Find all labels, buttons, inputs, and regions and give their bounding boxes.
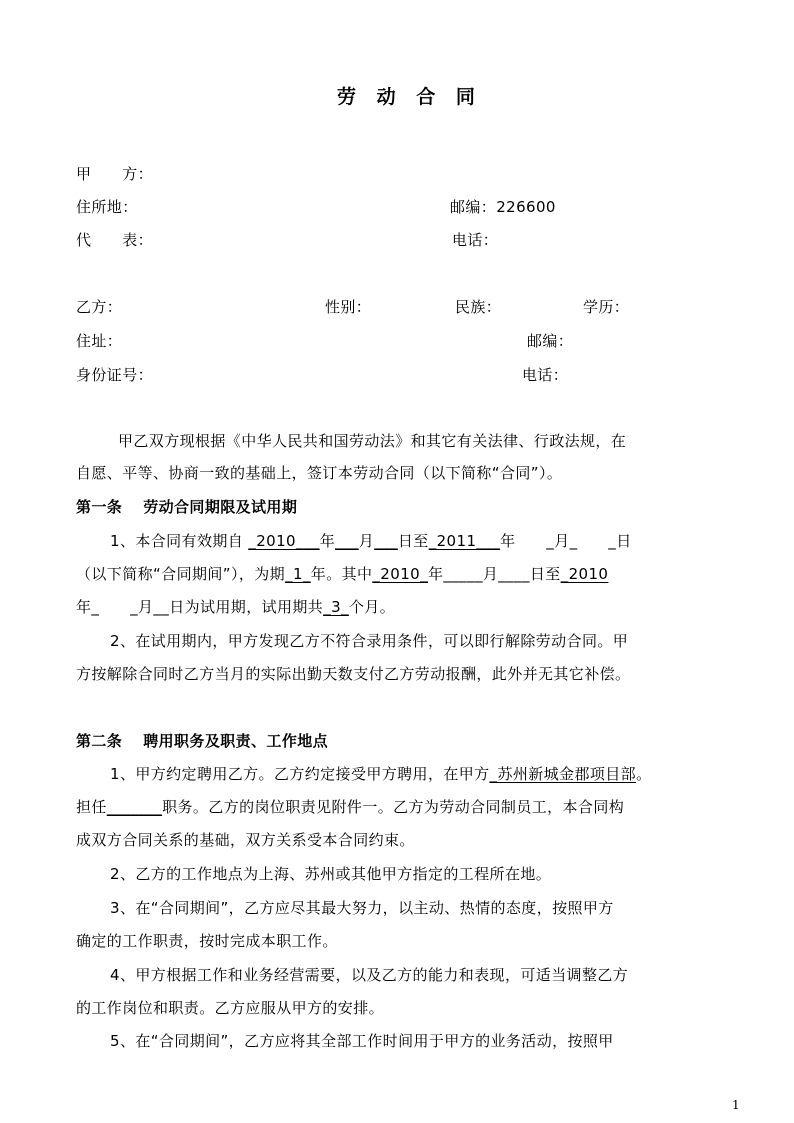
text: 日至 — [397, 532, 429, 550]
article-1-heading: 第一条 劳动合同期限及试用期 — [76, 498, 298, 516]
article-2-p1-line-1 — [110, 764, 651, 784]
article-2-p5-line-1: 5、在“合同期间”，乙方应将其全部工作时间用于甲方的业务活动，按照甲 — [110, 1032, 614, 1050]
party-b-id-label: 身份证号： — [76, 366, 154, 384]
position-blank: _______ — [106, 798, 163, 816]
party-b-ethnicity-label: 民族： — [455, 298, 502, 316]
trial-end-year: _2010 — [560, 565, 609, 583]
party-a-postcode-value: 226600 — [496, 198, 556, 216]
party-b-postcode-label: 邮编： — [527, 332, 574, 350]
contract-start-day: ___ — [374, 532, 398, 550]
contract-end-year: _2011___ — [428, 532, 501, 550]
article-2-p4-line-2: 的工作岗位和职责。乙方应服从甲方的安排。 — [76, 999, 385, 1017]
text: 个月。 — [348, 598, 396, 616]
text: 年_ _月__日为试用期，试用期共 — [76, 598, 324, 616]
text: 年。其中 — [310, 565, 373, 583]
text: 。 — [636, 765, 652, 783]
party-a-postcode-label: 邮编： — [450, 198, 497, 216]
party-b-gender-label: 性别： — [325, 298, 372, 316]
article-1-p2-line-2: 方按解除合同时乙方当月的实际出勤天数支付乙方劳动报酬，此外并无其它补偿。 — [76, 665, 631, 683]
text: 年 — [319, 532, 336, 550]
article-2-p3-line-1: 3、在“合同期间”，乙方应尽其最大努力，以主动、热情的态度，按照甲方 — [110, 899, 614, 917]
party-b-name-label: 乙方： — [76, 298, 123, 316]
text: （以下简称“合同期间”），为期 — [76, 565, 286, 583]
employer-department: _苏州新城金郡项目部 — [489, 765, 637, 783]
party-b-address-label: 住址： — [76, 332, 123, 350]
document-title: 劳 动 合 同 — [337, 86, 482, 108]
text: 1、本合同有效期自 — [110, 532, 249, 550]
contract-start-year: _2010___ — [248, 532, 320, 550]
text: 年 _月_ _日 — [500, 532, 632, 550]
text: 月 — [358, 532, 375, 550]
text: 年_____月____日至 — [427, 565, 561, 583]
intro-line-1: 甲乙双方现根据《中华人民共和国劳动法》和其它有关法律、行政法规，在 — [118, 432, 627, 450]
article-1-p2-line-1: 2、在试用期内，甲方发现乙方不符合录用条件，可以即行解除劳动合同。甲 — [110, 632, 629, 650]
article-2-p1-line-3: 成双方合同关系的基础，双方关系受本合同约束。 — [76, 831, 415, 849]
article-2-p2: 2、乙方的工作地点为上海、苏州或其他甲方指定的工程所在地。 — [110, 865, 552, 883]
text: 1、甲方约定聘用乙方。乙方约定接受甲方聘用，在甲方 — [110, 765, 490, 783]
contract-start-month: ___ — [335, 532, 359, 550]
contract-period-years: _1_ — [285, 565, 311, 583]
party-b-education-label: 学历： — [583, 298, 630, 316]
article-1-p1-line-3 — [76, 597, 395, 617]
article-2-p4-line-1: 4、甲方根据工作和业务经营需要，以及乙方的能力和表现，可适当调整乙方 — [110, 966, 629, 984]
article-1-p1-line-1 — [110, 531, 632, 551]
trial-start-year: _2010_ — [372, 565, 428, 583]
text: 担任 — [76, 798, 107, 816]
article-2-p3-line-2: 确定的工作职责，按时完成本职工作。 — [76, 932, 338, 950]
article-1-p1-line-2 — [76, 564, 608, 584]
intro-line-2: 自愿、平等、协商一致的基础上，签订本劳动合同（以下简称“合同”）。 — [76, 464, 563, 482]
party-a-address-label: 住所地： — [76, 198, 138, 216]
text: 职务。乙方的岗位职责见附件一。乙方为劳动合同制员工，本合同构 — [162, 798, 625, 816]
party-a-phone-label: 电话： — [452, 231, 499, 249]
party-a-postcode — [450, 197, 556, 217]
party-b-phone-label: 电话： — [522, 366, 569, 384]
article-2-p1-line-2 — [76, 797, 624, 817]
party-a-rep-label: 代 表： — [76, 231, 154, 249]
page-number: 1 — [732, 1098, 740, 1112]
article-2-heading: 第二条 聘用职务及职责、工作地点 — [76, 732, 329, 750]
party-a-name-label: 甲 方： — [76, 165, 154, 183]
trial-months: _3_ — [323, 598, 349, 616]
